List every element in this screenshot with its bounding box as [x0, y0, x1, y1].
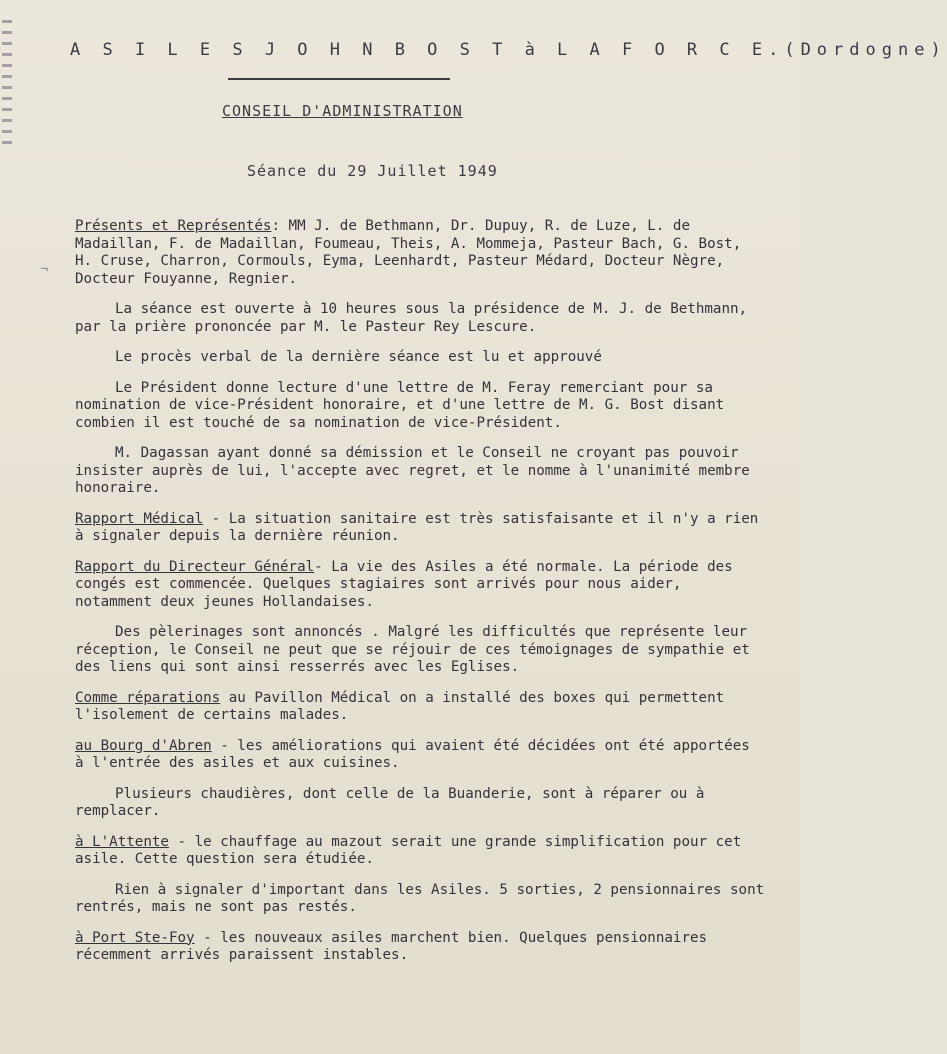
paragraph-rien [75, 882, 765, 917]
margin-mark: ¬ [40, 262, 49, 278]
paragraph-directeur [75, 559, 765, 612]
paragraph-medical [75, 511, 765, 546]
paragraph-presents [75, 218, 765, 288]
paragraph-attente [75, 834, 765, 869]
paragraph-label: Rapport du Directeur Général [75, 558, 315, 575]
header-rule [228, 78, 450, 80]
paragraph-text: : MM J. de Bethmann, Dr. Dupuy, R. de Luze, L. de Madaillan, F. de Madaillan, Foumeau, Theis, A. Mommeja, Pasteur Bach, G. Bost, H. Cruse, Charron, Cormouls, Eyma, Leenhardt, Pasteur Médard, Docteur Nègre, Docteur Fouyanne, Regnier. [75, 218, 742, 287]
paragraph-pelerinages [75, 624, 765, 677]
section-title: CONSEIL D'ADMINISTRATION [222, 102, 463, 120]
paragraph-label: Comme réparations [75, 689, 221, 706]
paragraph-text: au Pavillon Médical on a installé des boxes qui permettent l'isolement de certains malades. [75, 689, 725, 723]
paragraph-dagassan [75, 445, 765, 498]
paragraph-ouverture [75, 301, 765, 336]
paragraph-text: La séance est ouverte à 10 heures sous la présidence de M. J. de Bethmann, par la prière prononcée par M. le Pasteur Rey Lescure. [75, 301, 748, 335]
paragraph-text: Le procès verbal de la dernière séance est lu et approuvé [115, 349, 602, 365]
paragraph-text: - le chauffage au mazout serait une grande simplification pour cet asile. Cette question sera étudiée. [75, 833, 742, 867]
paragraph-lecture [75, 380, 765, 433]
paragraph-label: au Bourg d'Abren [75, 737, 212, 754]
paragraph-proces [75, 349, 765, 367]
paragraph-portstefoy [75, 930, 765, 965]
paragraph-text: - La vie des Asiles a été normale. La période des congés est commencée. Quelques stagiaires sont arrivés pour nous aider, notamment deux jeunes Hollandaises. [75, 558, 733, 610]
paragraph-label: à Port Ste-Foy [75, 929, 195, 946]
paragraph-label: Présents et Représentés [75, 218, 272, 234]
paragraph-text: - La situation sanitaire est très satisfaisante et il n'y a rien à signaler depuis la dernière réunion. [75, 510, 759, 544]
binding-marks [2, 20, 12, 150]
paragraph-text: Le Président donne lecture d'une lettre de M. Feray remerciant pour sa nomination de vice-Président honoraire, et d'une lettre de M. G. Bost disant combien il est touché de sa nomination de vice-Président. [75, 379, 725, 431]
paragraph-label: à L'Attente [75, 833, 169, 850]
paragraph-text: Des pèlerinages sont annoncés . Malgré les difficultés que représente leur réception, le Conseil ne peut que se réjouir de ces témoignages de sympathie et des liens qui sont ainsi resserrés avec les Eglises. [75, 624, 750, 675]
paragraph-chaudieres [75, 786, 765, 821]
paragraph-text: Plusieurs chaudières, dont celle de la Buanderie, sont à réparer ou à remplacer. [75, 785, 705, 819]
paragraph-reparations [75, 690, 765, 725]
paragraph-label: Rapport Médical [75, 510, 204, 527]
paragraph-text: - les nouveaux asiles marchent bien. Quelques pensionnaires récemment arrivés paraissent instables. [75, 929, 708, 963]
paragraph-abren [75, 738, 765, 773]
paragraph-text: Rien à signaler d'important dans les Asiles. 5 sorties, 2 pensionnaires sont rentrés, mais ne sont pas restés. [75, 881, 765, 915]
paragraph-text: M. Dagassan ayant donné sa démission et le Conseil ne croyant pas pouvoir insister auprès de lui, l'accepte avec regret, et le nomme à l'unanimité membre honoraire. [75, 445, 750, 496]
paragraph-text: - les améliorations qui avaient été décidées ont été apportées à l'entrée des asiles et aux cuisines. [75, 737, 750, 771]
minutes-body [75, 218, 765, 978]
document-header: A S I L E S J O H N B O S T à L A F O R C E.(Dordogne) [70, 40, 947, 60]
session-date: Séance du 29 Juillet 1949 [247, 162, 498, 180]
